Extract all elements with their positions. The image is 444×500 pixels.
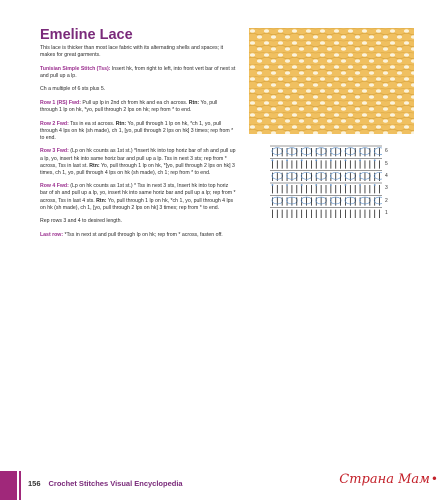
intro-paragraph: This lace is thicker than most lace fabric with its alternating shells and spaces; it makes for great garments. — [40, 45, 224, 59]
book-title: Crochet Stitches Visual Encyclopedia — [48, 479, 183, 488]
last-row-text: *Tss in next st and pull through lp on hk; rep from * across, fasten off. — [63, 231, 223, 238]
chart-chain-mark — [359, 159, 361, 161]
chart-shell-loop — [374, 172, 382, 179]
chart-chain-mark — [286, 159, 288, 161]
row4-label: Row 4 Fwd: — [40, 183, 69, 190]
chart-chain-mark — [330, 184, 332, 186]
tss-text: Insert hk, from right to left, into front vert bar of next st and pull up a lp. — [40, 65, 236, 79]
last-row-label: Last row: — [40, 231, 64, 238]
row4-rtn-label: Rtn: — [96, 197, 107, 204]
chart-chain-mark — [301, 184, 303, 186]
watermark-dot: • — [430, 472, 438, 486]
row3-paragraph — [40, 148, 236, 176]
page-footer — [28, 479, 183, 488]
row3-text: (Lp on hk counts as 1st st.) *Insert hk into top horiz bar of sh and pull up a lp, yo, insert hk into same horiz bar and pull up a lp. Tss in next 3 sts; rep from * across, Tss in last st. — [40, 148, 236, 169]
row1-label: Row 1 (RS) Fwd: — [40, 99, 81, 106]
tss-label: Tunisian Simple Stitch (Tss): — [40, 65, 111, 72]
stitch-chart — [270, 145, 382, 219]
chart-shell-loop — [374, 148, 382, 155]
instructions — [40, 45, 236, 245]
chart-chain-mark — [286, 184, 288, 186]
chart-chain-mark — [359, 184, 361, 186]
row4-rtn-text: Yo, pull through 1 lp on hk, *ch 1, yo, pull through 4 lps on hk (sh made), ch 1, [yo, pull through 2 lps on hk] 3 times; rep from * to end. — [40, 197, 234, 211]
page-title: Emeline Lace — [40, 27, 133, 43]
last-row-paragraph — [40, 232, 236, 239]
lace-swatch-photo — [249, 28, 414, 134]
chart-chain-mark — [272, 184, 274, 186]
chart-row-number: 6 — [385, 148, 388, 155]
chart-chain-mark — [374, 184, 376, 186]
chart-chain-mark — [315, 159, 317, 161]
chart-row-number: 1 — [385, 209, 388, 216]
chart-row-number: 5 — [385, 160, 388, 167]
tss-paragraph — [40, 66, 236, 80]
multiple-paragraph: Ch a multiple of 6 sts plus 5. — [40, 86, 106, 93]
chart-shell-loop — [374, 197, 382, 204]
chart-chain-mark — [345, 159, 347, 161]
footer-accent-bar — [0, 471, 17, 500]
chart-chain-mark — [345, 184, 347, 186]
chart-row-number: 2 — [385, 197, 388, 204]
watermark-text: Страна Мам — [339, 472, 430, 487]
page-number: 156 — [28, 479, 41, 488]
row1-rtn-label: Rtn: — [188, 99, 200, 106]
row2-rtn-label: Rtn: — [115, 120, 127, 127]
row3-rtn-label: Rtn: — [89, 162, 100, 169]
row2-label: Row 2 Fwd: — [40, 120, 69, 127]
row3-rtn-text: Yo, pull through 1 lp on hk, *[yo, pull through 2 lps on hk] 3 times, ch 1, yo, pull through 4 lps on hk (sh made), ch 1; rep from * to end. — [40, 162, 235, 176]
row2-paragraph — [40, 121, 236, 142]
site-watermark — [339, 472, 438, 487]
chart-chain-mark — [301, 159, 303, 161]
row4-text: (Lp on hk counts as 1st st.) * Tss in next 3 sts, Insert hk into top horiz bar of sh and pull up a lp, yo, insert hk into same horiz bar and pull up a lp; rep from * across, Tss in last 4 sts. — [40, 183, 236, 204]
row2-rtn-text: Yo, pull through 1 lp on hk, *ch 1, yo, pull through 4 lps on hk (sh made), ch 1, [yo, pull through 2 lps on hk] 3 times; rep from * to end. — [40, 120, 234, 141]
chart-chain-mark — [272, 159, 274, 161]
row2-text: Tss in ea st across. — [68, 120, 115, 127]
row3-label: Row 3 Fwd: — [40, 148, 69, 155]
row1-paragraph — [40, 100, 236, 114]
row4-paragraph — [40, 183, 236, 211]
chart-chain-mark — [330, 159, 332, 161]
row1-text: Pull up lp in 2nd ch from hk and ea ch across. — [80, 99, 188, 106]
footer-accent-stripe — [19, 471, 21, 500]
chart-chain-mark — [315, 184, 317, 186]
chart-row-number: 3 — [385, 185, 388, 192]
chart-chain-mark — [374, 159, 376, 161]
chart-row-number: 4 — [385, 172, 388, 179]
row1-rtn-text: Yo, pull through 1 lp on hk, *yo, pull through 2 lps on hk; rep from * to end. — [40, 99, 218, 114]
repeat-paragraph: Rep rows 3 and 4 to desired length. — [40, 218, 122, 225]
